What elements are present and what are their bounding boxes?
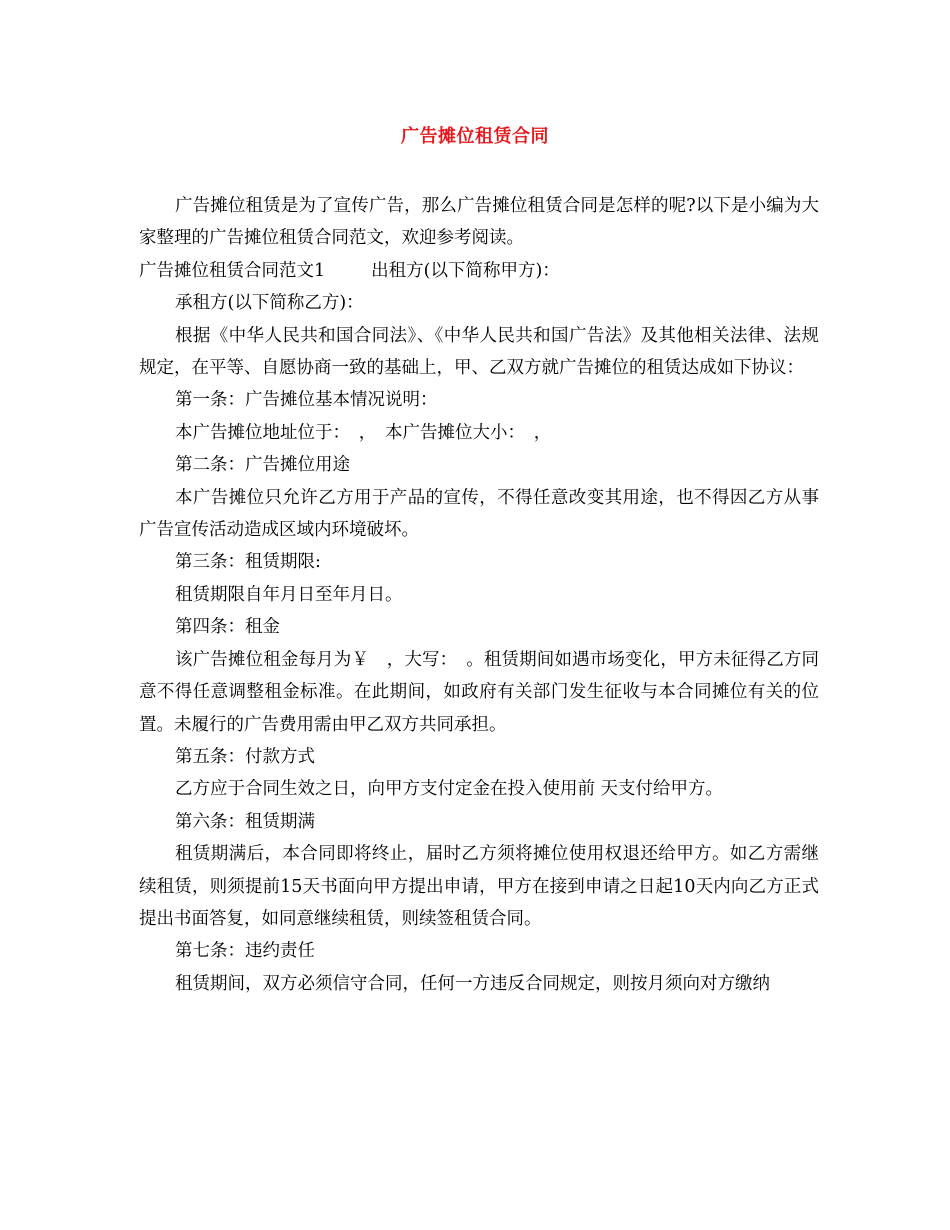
article-3-heading: 第三条：租赁期限: xyxy=(175,552,321,573)
sample-heading: 广告摊位租赁合同范文1 xyxy=(139,260,326,281)
article-1-body: 本广告摊位地址位于： ， 本广告摊位大小： ， xyxy=(175,422,552,443)
preamble-paragraph: 根据《中华人民共和国合同法》、《中华人民共和国广告法》及其他相关法律、法规规定，在平等、自愿协商一致的基础上，甲、乙双方就广告摊位的租赁达成如下协议： xyxy=(139,325,819,379)
document-title: 广告摊位租赁合同 xyxy=(401,126,549,147)
article-1-heading: 第一条：广告摊位基本情况说明： xyxy=(175,390,438,411)
article-4-body: 该广告摊位租金每月为￥ ，大写： 。租赁期间如遇市场变化，甲方未征得乙方同意不得任意调整租金标准。在此期间，如政府有关部门发生征收与本合同摊位有关的位置。未履行的广告费用需由甲乙双方共同承担。 xyxy=(139,649,819,735)
lessee-line: 承租方(以下简称乙方)： xyxy=(175,293,364,314)
article-5-heading: 第五条：付款方式 xyxy=(175,746,315,767)
article-6-body: 租赁期满后，本合同即将终止，届时乙方须将摊位使用权退还给甲方。如乙方需继续租赁，则须提前15天书面向甲方提出申请，甲方在接到申请之日起10天内向乙方正式提出书面答复，如同意继续租赁，则续签租赁合同。 xyxy=(139,844,819,929)
sample-heading-line xyxy=(139,255,819,287)
document-body xyxy=(139,190,819,1000)
article-7-heading: 第七条：违约责任 xyxy=(175,941,315,962)
article-2-body: 本广告摊位只允许乙方用于产品的宣传，不得任意改变其用途，也不得因乙方从事广告宣传活动造成区域内环境破坏。 xyxy=(139,487,819,541)
lessor-line: 出租方(以下简称甲方)： xyxy=(371,260,560,281)
article-6-heading: 第六条：租赁期满 xyxy=(175,811,315,832)
intro-paragraph: 广告摊位租赁是为了宣传广告，那么广告摊位租赁合同是怎样的呢?以下是小编为大家整理的广告摊位租赁合同范文，欢迎参考阅读。 xyxy=(139,196,819,249)
article-4-heading: 第四条：租金 xyxy=(175,617,280,638)
article-2-heading: 第二条：广告摊位用途 xyxy=(175,455,350,476)
article-3-body: 租赁期限自年月日至年月日。 xyxy=(175,584,403,605)
article-5-body: 乙方应于合同生效之日，向甲方支付定金在投入使用前 天支付给甲方。 xyxy=(175,779,724,800)
article-7-body: 租赁期间，双方必须信守合同，任何一方违反合同规定，则按月须向对方缴纳 xyxy=(175,973,770,994)
